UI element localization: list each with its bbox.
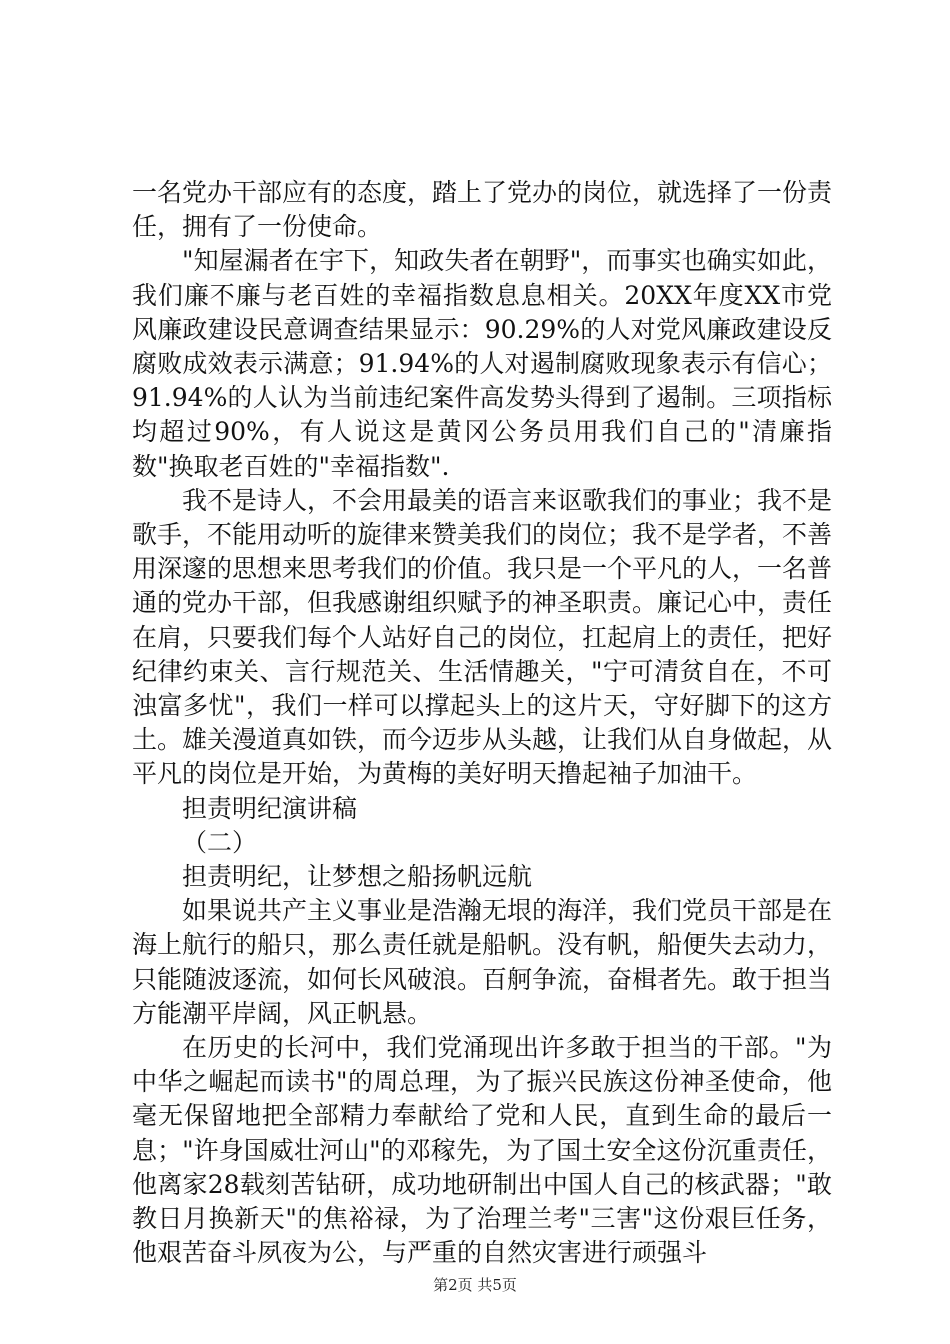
speech-title: 担责明纪，让梦想之船扬帆远航 [182,862,533,892]
paragraph-survey-results: "知屋漏者在宇下，知政失者在朝野"，而事实也确实如此，我们廉不廉与老百姓的幸福指数息息相关。20XX年度XX市党风廉政建设民意调查结果显示：90.29%的人对党风廉政建设反腐败成效表示满意；91.94%的人对遏制腐败现象表示有信心；91.94%的人认为当前违纪案件高发势头得到了遏制。三项指标均超过90%，有人说这是黄冈公务员用我们自己的"清廉指数"换取老百姓的"幸福指数". [132,246,832,481]
paragraph-ordinary-cadre: 我不是诗人，不会用最美的语言来讴歌我们的事业；我不是歌手，不能用动听的旋律来赞美我们的岗位；我不是学者，不善用深邃的思想来思考我们的价值。我只是一个平凡的人，一名普通的党办干部，但我感谢组织赋予的神圣职责。廉记心中，责任在肩，只要我们每个人站好自己的岗位，扛起肩上的责任，把好纪律约束关、言行规范关、生活情趣关，"宁可清贫自在，不可浊富多忧"，我们一样可以撑起头上的这片天，守好脚下的这方土。雄关漫道真如铁，而今迈步从头越，让我们从自身做起，从平凡的岗位是开始，为黄梅的美好明天撸起袖子加油干。 [132,485,833,789]
paragraph-historical-examples: 在历史的长河中，我们党涌现出许多敢于担当的干部。"为中华之崛起而读书"的周总理，为了振兴民族这份神圣使命，他毫无保留地把全部精力奉献给了党和人民，直到生命的最后一息；"许身国威壮河山"的邓稼先，为了国土安全这份沉重责任，他离家28载刻苦钻研，成功地研制出中国人自己的核武器；"敢教日月换新天"的焦裕禄，为了治理兰考"三害"这份艰巨任务，他艰苦奋斗夙夜为公，与严重的自然灾害进行顽强斗 [132,1033,832,1268]
page-footer: 第2页 共5页 [433,1276,517,1294]
section-title: 担责明纪演讲稿 [182,793,358,823]
paragraph-continuation: 一名党办干部应有的态度，踏上了党办的岗位，就选择了一份责任，拥有了一份使命。 [132,178,833,242]
section-number: （二） [182,827,258,857]
document-body [132,176,832,1271]
paragraph-sail-metaphor: 如果说共产主义事业是浩瀚无垠的海洋，我们党员干部是在海上航行的船只，那么责任就是船帆。没有帆，船便失去动力，只能随波逐流，如何长风破浪。百舸争流，奋楫者先。敢于担当方能潮平岸阔，风正帆悬。 [132,896,833,1028]
